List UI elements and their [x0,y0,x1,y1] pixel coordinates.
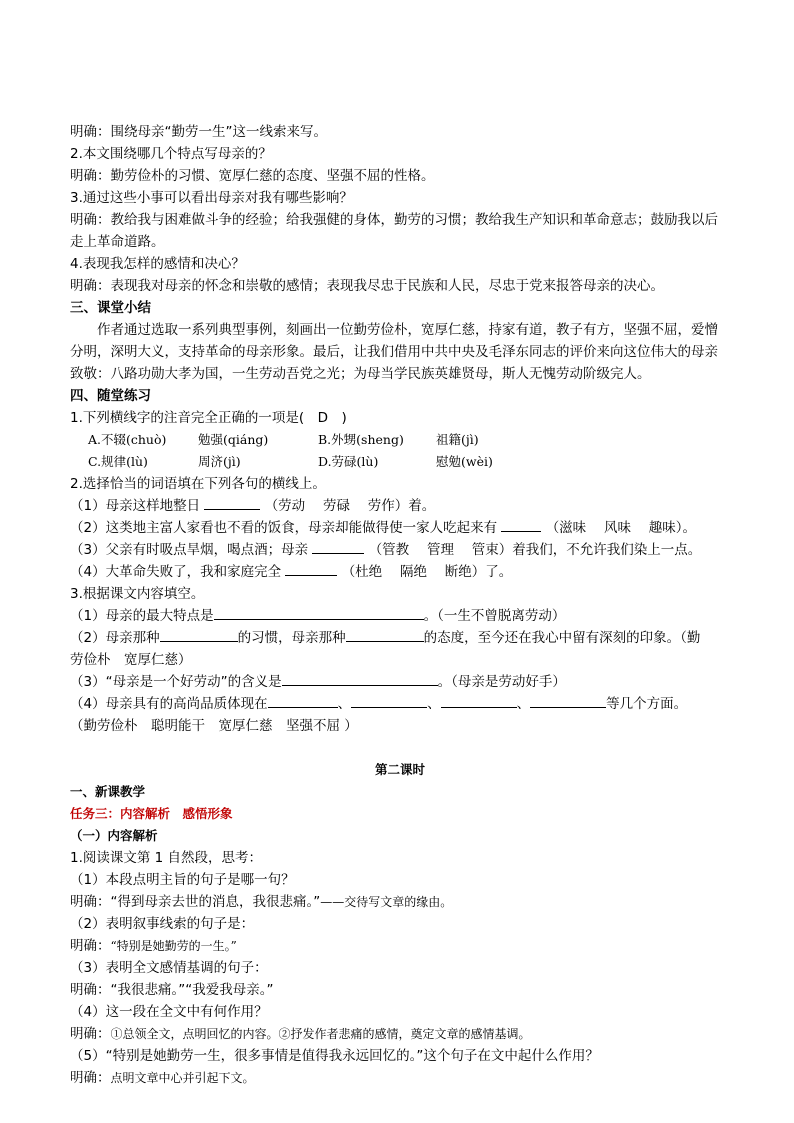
task-heading: 任务三：内容解析 感悟形象 [70,806,233,821]
subsection-heading: （一）内容解析 [70,828,158,843]
answer-blank [160,627,238,642]
answer-line: 明确：表现我对母亲的怀念和崇敬的感情；表现我尽忠于民族和人民，尽忠于党来报答母亲的决心。 [70,278,664,294]
exercise-question: 3.根据课文内容填空。 [70,586,205,602]
answer-blank [346,627,424,642]
answer-line: 明确：点明文章中心并引起下文。 [70,1070,255,1086]
answer-blank [501,517,541,532]
option-text: 周济(jì) [198,454,241,469]
lesson-title: 第二课时 [374,762,425,777]
fill-line: （2）母亲那种 的习惯，母亲那种 的态度，至今还在我心中留有深刻的印象。（勤 [70,627,730,649]
fill-line: （4）母亲具有的高尚品质体现在 、 、 、 等几个方面。 [70,693,730,715]
answer-line: 明确：围绕母亲“勤劳一生”这一线索来写。 [70,124,327,140]
question-line: 4.表现我怎样的感情和决心？ [70,256,245,272]
answer-blank [282,671,438,686]
question-line: （2）表明叙事线索的句子是： [70,916,255,932]
answer-blank [530,693,606,708]
answer-line: 明确：“得到母亲去世的消息，我很悲痛。”——交待写文章的缘由。 [70,894,453,910]
section-heading: 三、课堂小结 [70,300,151,316]
answer-blank [204,495,260,510]
answer-hint: 劳俭朴 宽厚仁慈） [70,652,192,668]
question-line: 1.阅读课文第 1 自然段，思考： [70,850,263,866]
option-text: B.外甥(sheng) [318,432,404,447]
summary-paragraph: 作者通过选取一系列典型事例，刻画出一位勤劳俭朴，宽厚仁慈，持家有道，教子有方，坚强不屈，爱憎分明，深明大义，支持革命的母亲形象。最后，让我们借用中共中央及毛泽东同志的评价来向这位伟大的母亲致敬：八路功勋大孝为国，一生劳动吾党之光；为母当学民族英雄贤母，斯人无愧劳动阶级完人。 [70,322,718,382]
answer-blank [285,561,337,576]
options-row [70,429,730,451]
spacer [70,737,730,759]
answer-blank [214,605,424,620]
answer-line: 明确：勤劳俭朴的习惯、宽厚仁慈的态度、坚强不屈的性格。 [70,168,435,184]
question-line: （4）这一段在全文中有何作用？ [70,1004,268,1020]
question-line: （5）“特别是她勤劳一生，很多事情是值得我永远回忆的。”这个句子在文中起什么作用？ [70,1048,599,1064]
answer-line: 明确：①总领全文，点明回忆的内容。②抒发作者悲痛的感情，奠定文章的感情基调。 [70,1026,531,1042]
answer-paragraph: 明确：教给我与困难做斗争的经验；给我强健的身体，勤劳的习惯；教给我生产知识和革命意志；鼓励我以后走上革命道路。 [70,212,718,250]
exercise-question: 1.下列横线字的注音完全正确的一项是( D ) [70,410,347,426]
option-text: A.不辍(chuò) [88,432,167,447]
page-content [70,121,730,1089]
fill-line: （2）这类地主富人家看也不看的饭食，母亲却能做得使一家人吃起来有 （滋味 风味 趣味）。 [70,517,730,539]
section-heading: 四、随堂练习 [70,388,151,404]
question-line: （3）表明全文感情基调的句子： [70,960,268,976]
question-line: 3.通过这些小事可以看出母亲对我有哪些影响？ [70,190,353,206]
option-text: 勉强(qiáng) [198,432,269,447]
answer-line: 明确：“特别是她勤劳的一生。” [70,938,237,954]
fill-line: （4）大革命失败了，我和家庭完全 （杜绝 隔绝 断绝）了。 [70,561,730,583]
option-text: D.劳碌(lù) [318,454,379,469]
answer-hint: （勤劳俭朴 聪明能干 宽厚仁慈 坚强不屈 ） [70,718,358,734]
fill-line: （3）“母亲是一个好劳动”的含义是 。（母亲是劳动好手） [70,671,730,693]
question-line: 2.本文围绕哪几个特点写母亲的？ [70,146,272,162]
question-line: （1）本段点明主旨的句子是哪一句？ [70,872,295,888]
exercise-question: 2.选择恰当的词语填在下列各句的横线上。 [70,476,326,492]
option-text: C.规律(lù) [88,454,148,469]
fill-line: （1）母亲的最大特点是 。（一生不曾脱离劳动） [70,605,730,627]
section-heading: 一、新课教学 [70,784,146,799]
fill-line: （1）母亲这样地整日 （劳动 劳碌 劳作）着。 [70,495,730,517]
answer-blank [441,693,517,708]
fill-line: （3）父亲有时吸点旱烟，喝点酒；母亲 （管教 管理 管束）着我们，不允许我们染上一点。 [70,539,730,561]
options-row [70,451,730,473]
option-text: 慰勉(wèi) [436,454,493,469]
answer-blank [312,539,364,554]
answer-blank [268,693,338,708]
answer-blank [351,693,427,708]
option-text: 祖籍(jì) [436,432,479,447]
answer-line: 明确：“我很悲痛。”“我爱我母亲。” [70,982,274,998]
